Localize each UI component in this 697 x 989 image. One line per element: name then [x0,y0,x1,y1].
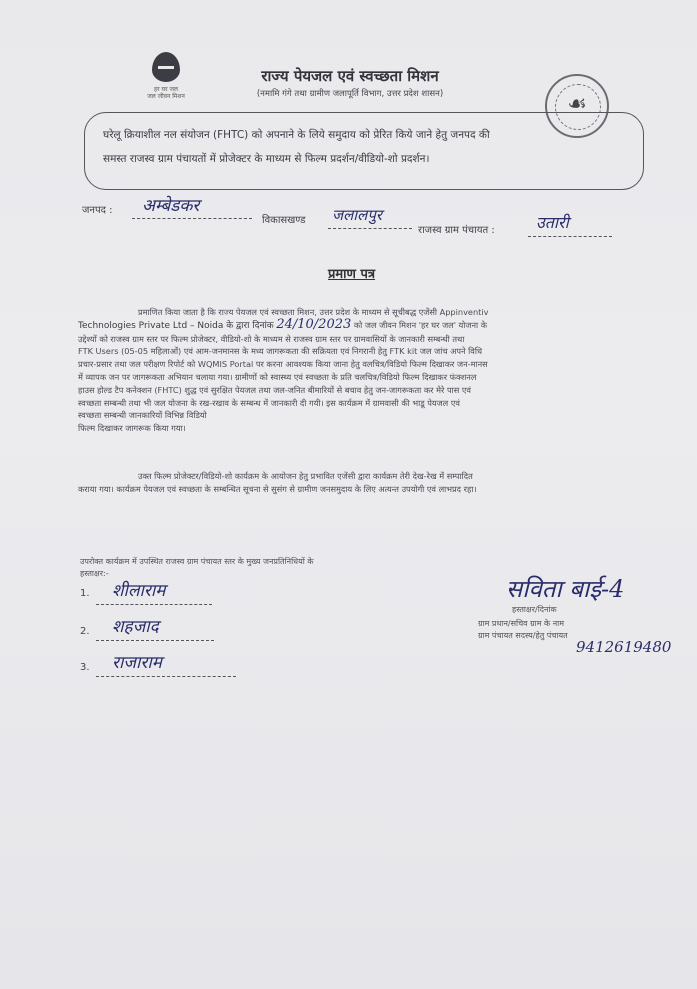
organization-subtitle: (नमामि गंगे तथा ग्रामीण जलापूर्ति विभाग, उत्तर प्रदेश शासन) [256,89,444,99]
agency-name: Technologies Private Ltd – Noida के द्वारा दिनांक [78,320,274,331]
block-underline [328,228,412,229]
up-government-seal-icon: ☙ [545,74,609,138]
body-line: उद्देश्यों को राजस्व ग्राम स्तर पर फिल्म प्रोजेक्टर, वीडियो-शो के माध्यम से राजस्व ग्राम स्तर पर ग्रामवासियों के जानकारी सम्बन्धी तथा [78,333,465,344]
block-label: विकासखण्ड [262,215,306,226]
body-line: कराया गया। कार्यक्रम पेयजल एवं स्वच्छता के सम्बन्धित सूचना से सुसंग से ग्रामीण जनसमुदाय के लिए अत्यन्त उपयोगी एवं लाभप्रद रहा। [78,483,477,494]
program-date: 24/10/2023 [276,316,352,332]
panchayat-value: उतारी [536,213,569,232]
subject-box [84,112,644,190]
subject-line-2: समस्त राजस्व ग्राम पंचायतों में प्रोजेक्टर के माध्यम से फिल्म प्रदर्शन/वीडियो-शो प्रदर्शन। [103,153,430,165]
body-line: प्रमाणित किया जाता है कि राज्य पेयजल एवं स्वच्छता मिशन, उत्तर प्रदेश के माध्यम से सूचीबद्ध एजेंसी Appinventiv [138,307,489,317]
body-line: प्रचार-प्रसार तथा जल परीक्षण रिपोर्ट को WQMIS Portal पर करना आवश्यक किया जाना हेतु वलचित्र/विडियो फिल्म दिखाकर जन-मानस [78,359,488,370]
body-line: FTK Users (05-05 महिलाओं) एवं आम-जनमानस के मध्य जागरूकता की सक्रियता एवं निगरानी हेतु FTK kit जल जांच अपने विधि [78,346,483,357]
witness-signature: राजाराम [112,653,162,673]
water-drop-icon [152,52,180,82]
witness-underline [96,604,212,605]
witness-intro-2: हस्ताक्षर:- [80,569,109,578]
body-line: हाउस होल्ड टैप कनेक्शन (FHTC) शुद्ध एवं सुरक्षित पेयजल तथा जल-जनित बीमारियों से बचाव हेतु जन-जागरूकता कर मेरे पास एवं [78,384,471,395]
pradhan-signature: सविता बाई-4 [506,575,625,603]
witness-underline [96,640,214,641]
witness-signature: शहजाद [112,617,159,637]
witness-intro: उपरोक्त कार्यक्रम में उपस्थित राजस्व ग्राम पंचायत स्तर के मुख्य जनप्रतिनिधियों के [80,557,314,566]
logo-caption: हर घर जल जल जीवन मिशन [147,86,185,100]
panchayat-label: राजस्व ग्राम पंचायत : [418,225,495,236]
body-line: फिल्म दिखाकर जागरूक किया गया। [78,423,186,434]
body-line: स्वच्छता सम्बन्धी तथा भी जल योजना के रख-रखाव के सम्बन्ध में जानकारी दी गयी। इस कार्यक्रम में ग्रामवासी की भाडू पेयजल एवं [78,397,460,408]
witness-number: 2. [80,626,90,637]
district-value: अम्बेडकर [142,196,200,216]
district-underline [132,218,252,219]
body-line: उक्त फिल्म प्रोजेक्टर/विडियो-शो कार्यक्रम के आयोजन हेतु प्रभावित एजेंसी द्वारा कार्यक्रम तेरी देख-रेख में सम्पादित [138,471,473,481]
subject-line-1: घरेलू क्रियाशील नल संयोजन (FHTC) को अपनाने के लिये समुदाय को प्रेरित किये जाने हेतु जनपद की [103,129,490,141]
panchayat-underline [528,236,612,237]
signatory-line: हस्ताक्षर/दिनांक [512,605,557,614]
certificate-body [78,306,660,435]
certificate-heading: प्रमाण पत्र [328,267,376,282]
signatory-line: ग्राम पंचायत सदस्य/हेतु पंचायत [478,631,568,640]
district-label: जनपद : [82,205,113,216]
organization-title: राज्य पेयजल एवं स्वच्छता मिशन [261,67,439,85]
signatory-line: ग्राम प्रधान/सचिव ग्राम के नाम [478,619,565,628]
body-fragment: को जल जीवन मिशन 'हर घर जल' योजना के [353,319,488,330]
witness-signature: शीलाराम [112,581,166,601]
body-line: में व्यापक जन पर जागरूकता अभियान चलाया गया। ग्रामीणों को स्वास्थ्य एवं स्वच्छता के प्रति चलचित्र/विडियो फिल्म दिखाकर फंक्शनल [78,371,477,382]
certificate-body-2 [78,470,660,496]
block-value: जलालपुर [332,206,383,224]
body-line [78,316,660,333]
witness-number: 3. [80,662,90,673]
witness-number: 1. [80,588,90,599]
signatory-phone: 9412619480 [576,638,672,656]
body-line: स्वच्छता सम्बन्धी जानकारियों विभिन्न विडियो [78,410,207,421]
witness-underline [96,676,236,677]
